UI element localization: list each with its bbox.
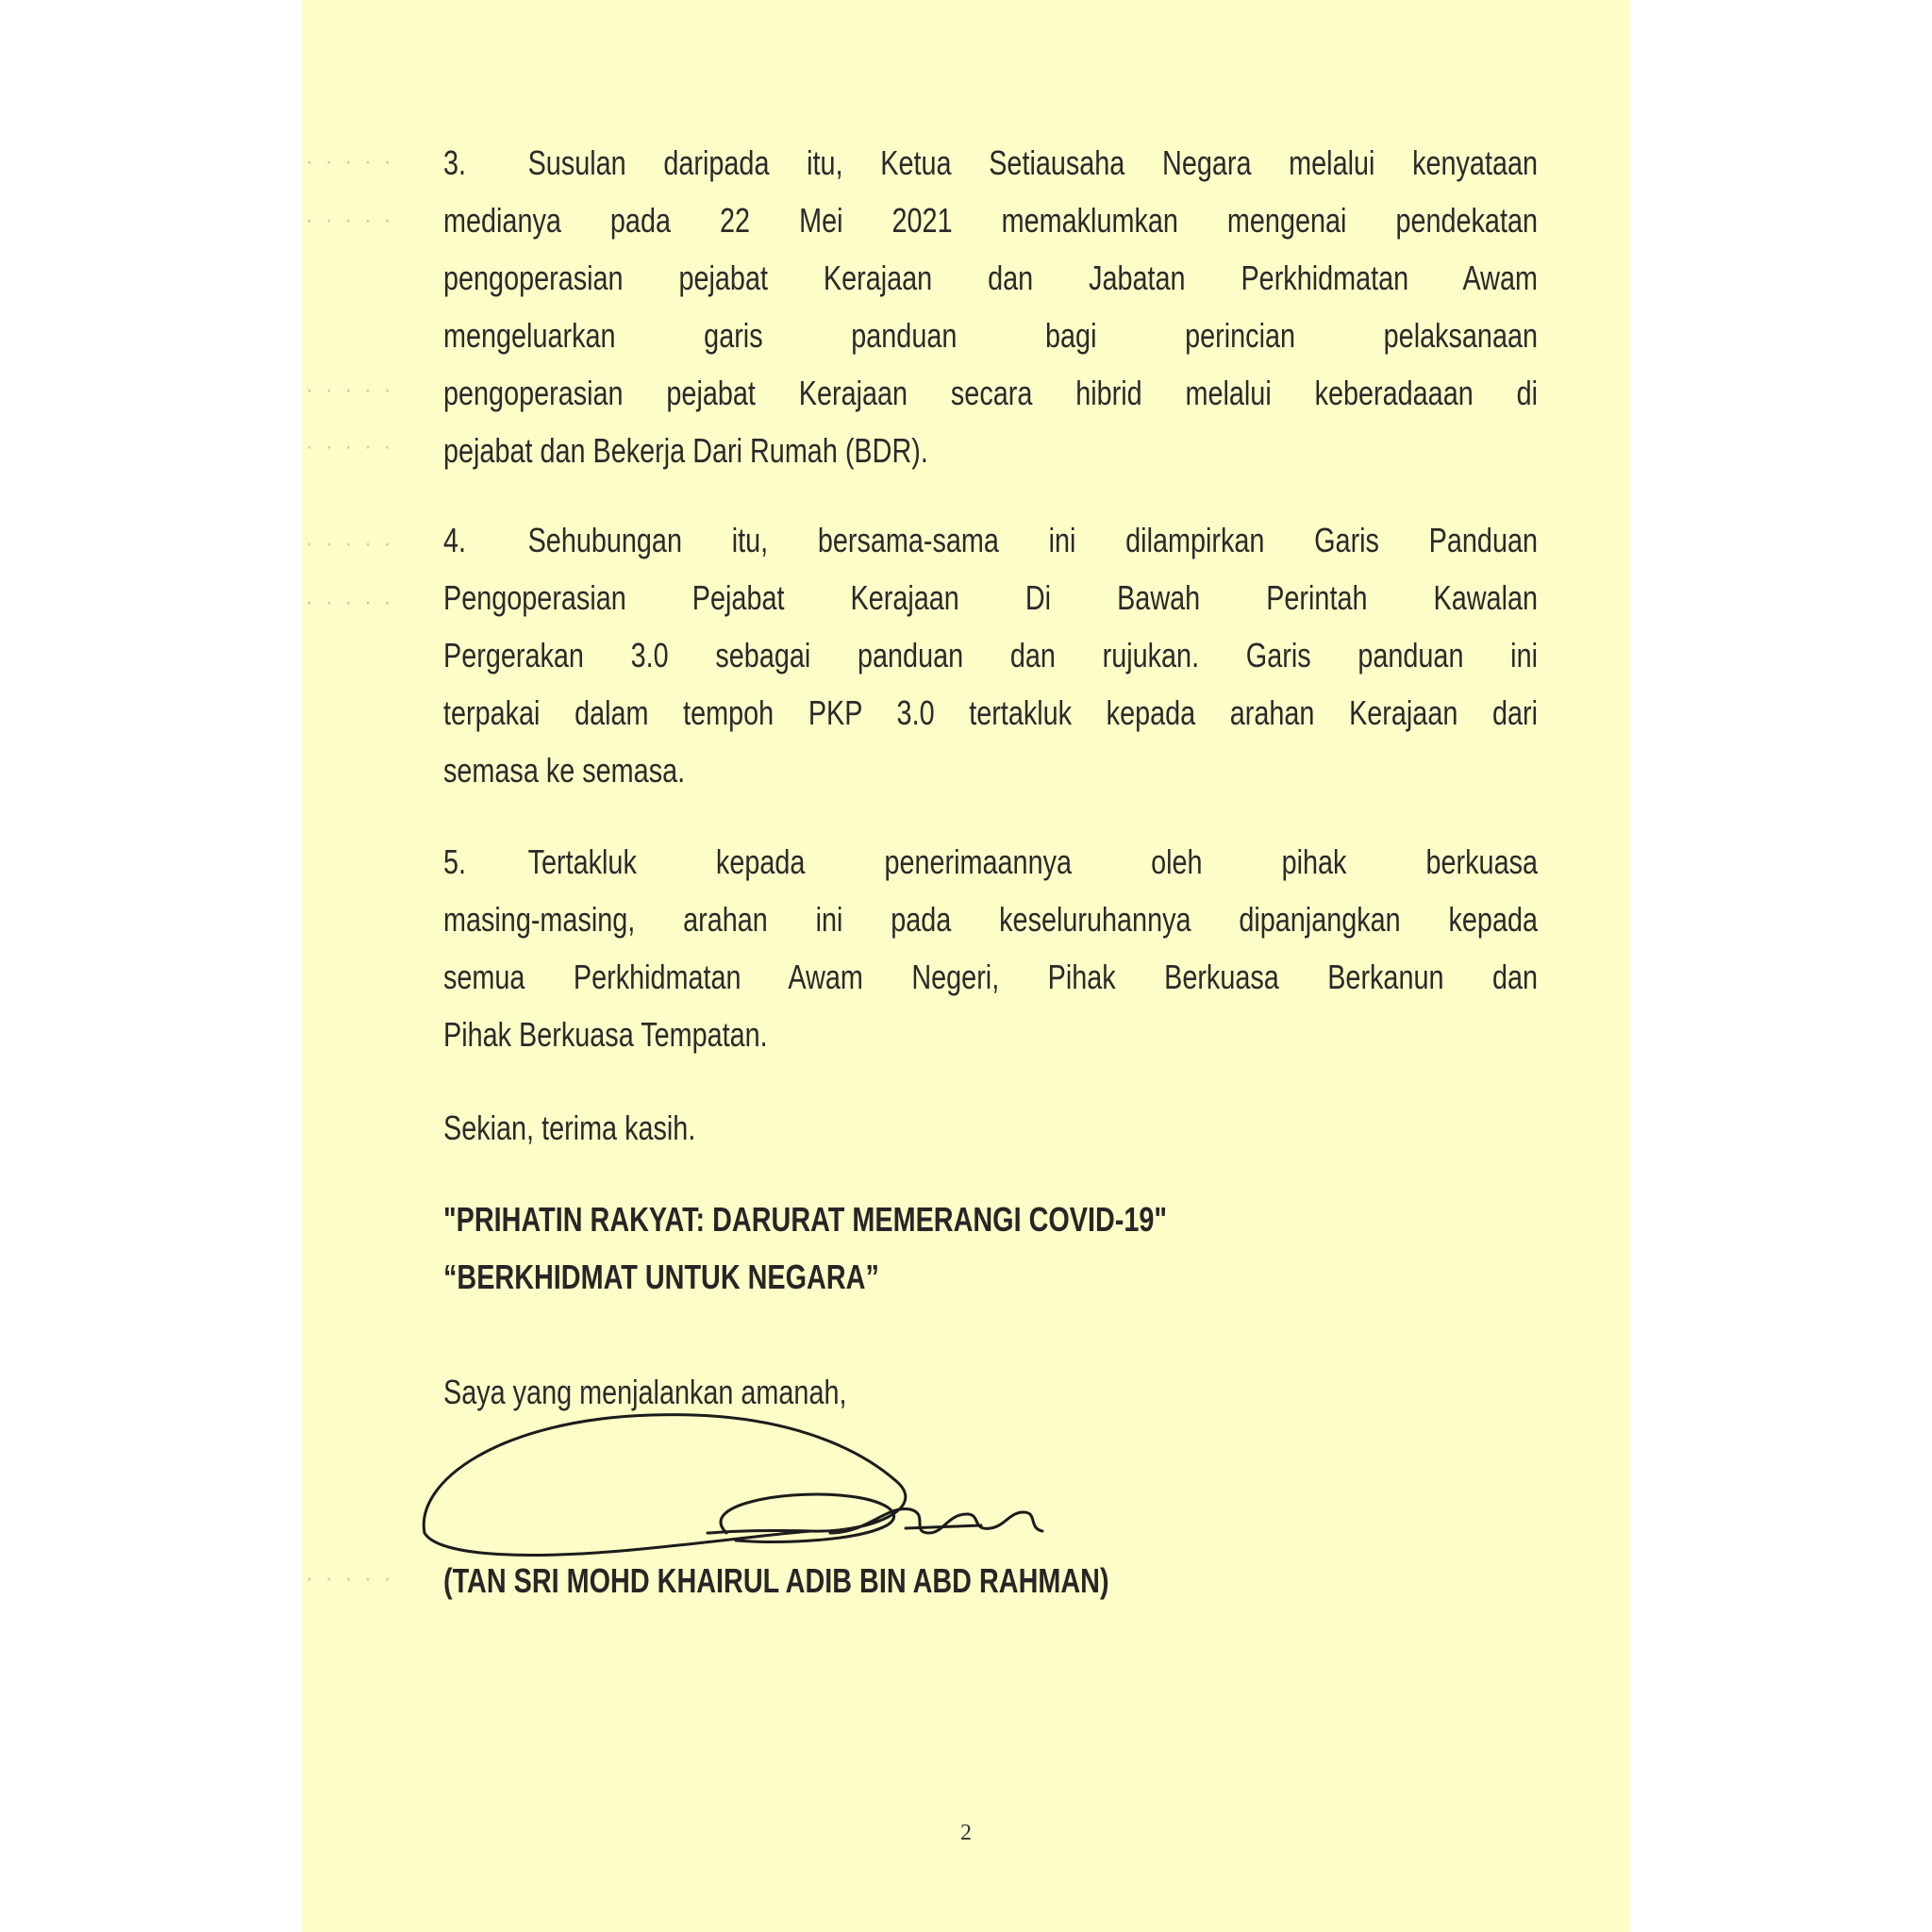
page-number: 2: [960, 1821, 972, 1845]
paragraph-line: 3. Susulan daripada itu, Ketua Setiausaha Negara melalui kenyataan: [443, 134, 1538, 192]
margin-bleed-mark: · · · · ·: [306, 1566, 394, 1591]
signature-stroke: [721, 1494, 894, 1541]
margin-bleed-mark: · · · · ·: [306, 377, 394, 403]
signatory-name: (TAN SRI MOHD KHAIRUL ADIB BIN ABD RAHMAN): [443, 1561, 1109, 1600]
slogan-line: "PRIHATIN RAKYAT: DARURAT MEMERANGI COVID-19": [443, 1200, 1168, 1239]
signature-stroke: [830, 1508, 1042, 1533]
paragraph-line: pengoperasian pejabat Kerajaan dan Jabatan Perkhidmatan Awam: [443, 258, 1538, 297]
paragraph-number: 4.: [443, 521, 467, 559]
paragraph-line: 4. Sehubungan itu, bersama-sama ini dilampirkan Garis Panduan: [443, 511, 1538, 569]
paragraph-line: Pergerakan 3.0 sebagai panduan dan rujukan. Garis panduan ini: [443, 636, 1538, 675]
paragraph-line: pejabat dan Bekerja Dari Rumah (BDR).: [443, 431, 928, 470]
sign-off-text: Saya yang menjalankan amanah,: [443, 1373, 847, 1411]
paragraph-line: masing-masing, arahan ini pada keseluruhannya dipanjangkan kepada: [443, 900, 1538, 939]
paragraph-3: [443, 134, 1538, 479]
paragraph-4: [443, 511, 1538, 799]
paragraph-line: Pengoperasian Pejabat Kerajaan Di Bawah Perintah Kawalan: [443, 578, 1538, 617]
margin-bleed-mark: · · · · ·: [306, 590, 394, 615]
paragraph-line: semasa ke semasa.: [443, 751, 686, 790]
paragraph-5: [443, 833, 1538, 1063]
margin-bleed-mark: · · · · ·: [306, 531, 394, 557]
signature-stroke: [425, 1531, 811, 1555]
paragraph-line: Pihak Berkuasa Tempatan.: [443, 1015, 768, 1054]
slogan-line: “BERKHIDMAT UNTUK NEGARA”: [443, 1257, 879, 1296]
paragraph-line: semua Perkhidmatan Awam Negeri, Pihak Berkuasa Berkanun dan: [443, 958, 1538, 996]
margin-bleed-mark: · · · · ·: [306, 208, 394, 233]
signature-stroke: [906, 1525, 981, 1528]
document-page: [302, 0, 1630, 1932]
closing-text: Sekian, terima kasih.: [443, 1108, 696, 1147]
paragraph-line: terpakai dalam tempoh PKP 3.0 tertakluk kepada arahan Kerajaan dari: [443, 693, 1538, 732]
margin-bleed-mark: · · · · ·: [306, 434, 394, 459]
paragraph-number: 5.: [443, 842, 467, 881]
signature-image: [415, 1391, 1057, 1580]
paragraph-line: pengoperasian pejabat Kerajaan secara hibrid melalui keberadaaan di: [443, 374, 1538, 412]
margin-bleed-mark: · · · · ·: [306, 149, 394, 175]
paragraph-line: mengeluarkan garis panduan bagi perincian pelaksanaan: [443, 316, 1538, 355]
paragraph-line: 5. Tertakluk kepada penerimaannya oleh pihak berkuasa: [443, 833, 1538, 891]
paragraph-number: 3.: [443, 143, 467, 182]
signature-stroke: [424, 1415, 906, 1533]
paragraph-line: medianya pada 22 Mei 2021 memaklumkan mengenai pendekatan: [443, 201, 1538, 240]
